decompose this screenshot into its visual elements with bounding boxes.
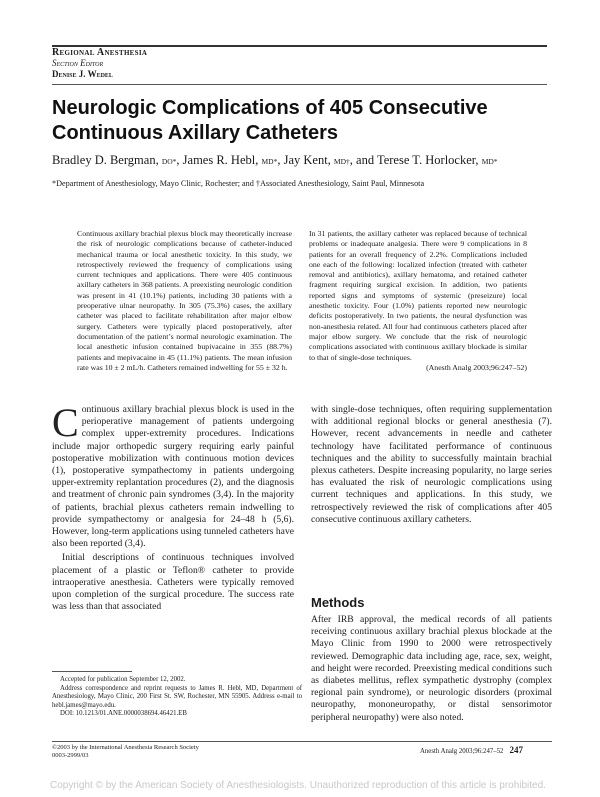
drop-cap: C xyxy=(52,400,79,445)
section-editor-name: Denise J. Wedel xyxy=(52,69,113,79)
author-list xyxy=(52,152,498,170)
footer-rule xyxy=(52,741,552,742)
abstract-right-text: In 31 patients, the axillary catheter was replaced because of technical problems or inadequate analgesia. There were 9 complications in 8 patients for an overall frequency of 2.2%. Complications included one each of the following: localized infection (treated with catheter removal and antibiotics), axillary hematoma, and retained catheter fragment requiring surgical excision. In addition, two patients reported signs and symptoms of systemic (preseizure) local anesthetic toxicity. Four (1.0%) patients reported new neurologic deficits postoperatively. In two patients, the neural dysfunction was non-anesthesia related. All four had continuous catheters placed after major elbow surgery. We conclude that the risk of neurologic complications associated with continuous axillary blockade is similar to that of single-dose techniques. xyxy=(309,229,527,362)
copyright-line: ©2003 by the International Anesthesia Research Society xyxy=(52,744,199,751)
footer-journal xyxy=(420,745,523,755)
author-name: , James R. Hebl, xyxy=(176,153,259,167)
intro-paragraph-2: Initial descriptions of continuous techniques involved placement of a plastic or Teflon® catheter to provide intraoperative anesthesia. Catheters were typically removed upon completion of the surgical procedure. The success rate was less than that associated xyxy=(52,552,294,613)
affiliation: *Department of Anesthesiology, Mayo Clinic, Rochester; and †Associated Anesthesiology, Saint Paul, Minnesota xyxy=(52,179,425,188)
author-degree: DO* xyxy=(161,157,177,166)
methods-heading: Methods xyxy=(311,595,365,610)
author-name: , Jay Kent, xyxy=(277,153,331,167)
author-degree: MD* xyxy=(261,157,278,166)
body-left-column xyxy=(52,400,294,613)
footnote-accepted: Accepted for publication September 12, 2002. xyxy=(60,676,186,683)
footnote-correspondence: Address correspondence and reprint requests to James R. Hebl, MD, Department of Anesthesiology, Mayo Clinic, 200 First St. SW, Rochester, MN 55905. Address e-mail to hebl.james@mayo.edu. xyxy=(52,684,302,709)
page-number: 247 xyxy=(509,745,523,755)
journal-citation: Anesth Analg 2003;96:247–52 xyxy=(420,748,504,755)
footnotes xyxy=(52,676,302,719)
section-title: Regional Anesthesia xyxy=(52,47,148,58)
section-editor-role: Section Editor xyxy=(52,58,104,68)
author-degree: MD† xyxy=(333,157,350,166)
section-header xyxy=(52,47,147,80)
header-divider xyxy=(52,84,547,85)
footer-copyright xyxy=(52,744,199,760)
author-name: Bradley D. Bergman, xyxy=(52,153,159,167)
intro-paragraph-1: ontinuous axillary brachial plexus block is used in the perioperative management of patients undergoing complex upper-extremity procedures. Indications include major orthopedic surgery requiring early painful postoperative mobilization with continuous motion devices (1), postoperative sympathectomy in patients undergoing upper-extremity replantation procedures (2), and the diagnosis and treatment of chronic pain syndromes (3,4). In the majority of patients, brachial plexus catheters remain indwelling to provide sympathectomy or analgesia for 24–48 h (5,6). However, long-term applications using tunneled catheters have also been reported (3,4). xyxy=(52,404,294,550)
abstract-citation: (Anesth Analg 2003;96:247–52) xyxy=(426,362,527,372)
body-right-column: with single-dose techniques, often requiring supplementation with additional regional blocks or general anesthesia (7). However, recent advancements in needle and catheter technology have facilitated performance of continuous techniques and the ability to successfully maintain brachial plexus catheters. Despite increasing popularity, no large series has evaluated the risk of neurologic complications using current techniques and applications. In this study, we retrospectively reviewed the risk of complications after 405 consecutive continuous axillary catheters. xyxy=(311,404,552,525)
abstract-right-column xyxy=(309,229,527,373)
abstract-left-column: Continuous axillary brachial plexus block may theoretically increase the risk of neurologic complications because of catheter-induced mechanical trauma or local anesthetic toxicity. In this study, we retrospectively reviewed the frequency of complications using current techniques and applications. There were 405 continuous axillary catheters in 368 patients. A preexisting neurologic condition was present in 41 (10.1%) patients, including 30 patients with a preoperative ulnar neuropathy. In 305 (75.3%) cases, the axillary catheter was placed to facilitate rehabilitation after major elbow surgery. Catheters were typically placed postoperatively, after documentation of the patient’s normal neurologic examination. The local anesthetic infusion contained bupivacaine in 355 (88.7%) patients and mepivacaine in 45 (11.1%) patients. The mean infusion rate was 10 ± 2 mL/h. Catheters remained indwelling for 55 ± 32 h. xyxy=(77,229,292,372)
article-title: Neurologic Complications of 405 Consecutive Continuous Axillary Catheters xyxy=(52,97,488,144)
footnote-rule xyxy=(52,671,132,672)
author-degree: MD* xyxy=(481,157,498,166)
footnote-doi: DOI: 10.1213/01.ANE.0000038694.46421.EB xyxy=(60,710,187,718)
copyright-watermark: Copyright © by the American Society of Anesthesiologists. Unauthorized reproduction of this article is prohibited. xyxy=(50,780,546,791)
methods-paragraph: After IRB approval, the medical records of all patients receiving continuous axillary brachial plexus blockade at the Mayo Clinic from 1990 to 2000 were retrospectively reviewed. Demographic data including age, race, sex, weight, and height were recorded. Preexisting medical conditions such as diabetes mellitus, reflex sympathetic dystrophy (complex regional pain syndrome), or neurologic disorders (proximal neuropathy, mononeuropathy, or distal sensorimotor peripheral neuropathy) were also noted. xyxy=(311,614,552,723)
issn-line: 0003-2999/03 xyxy=(52,752,89,759)
author-name: , and Terese T. Horlocker, xyxy=(349,153,479,167)
